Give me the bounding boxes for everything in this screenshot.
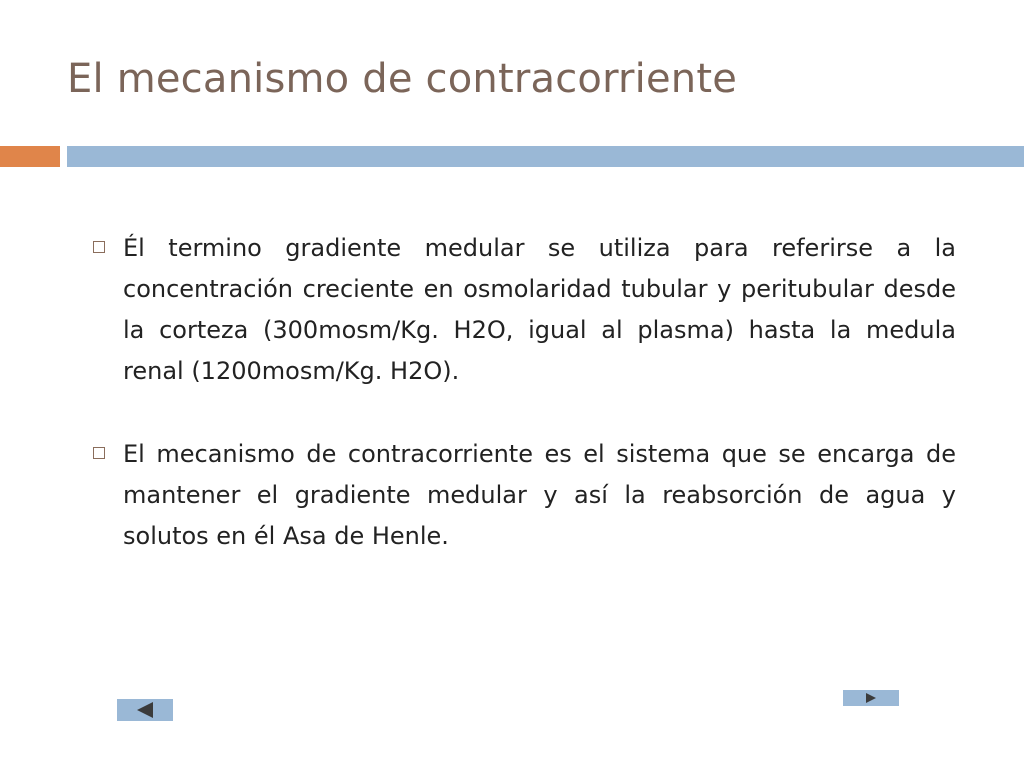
accent-bar-orange bbox=[0, 146, 60, 167]
slide-title: El mecanismo de contracorriente bbox=[67, 56, 738, 102]
square-bullet-icon bbox=[93, 241, 105, 253]
bullet-item bbox=[90, 228, 956, 392]
bullet-list bbox=[90, 228, 956, 557]
triangle-right-icon bbox=[866, 693, 876, 703]
previous-slide-button[interactable] bbox=[117, 699, 173, 721]
bullet-text: El mecanismo de contracorriente es el sistema que se encarga de mantener el gradiente medular y así la reabsorción de agua y solutos en él Asa de Henle. bbox=[123, 440, 956, 550]
next-slide-button[interactable] bbox=[843, 690, 899, 706]
bullet-item bbox=[90, 434, 956, 557]
accent-bar-blue bbox=[67, 146, 1024, 167]
bullet-text: Él termino gradiente medular se utiliza para referirse a la concentración creciente en osmolaridad tubular y peritubular desde la corteza (300mosm/Kg. H2O, igual al plasma) hasta la medula renal (1200mosm/Kg. H2O). bbox=[123, 234, 956, 385]
square-bullet-icon bbox=[93, 447, 105, 459]
triangle-left-icon bbox=[137, 702, 153, 718]
